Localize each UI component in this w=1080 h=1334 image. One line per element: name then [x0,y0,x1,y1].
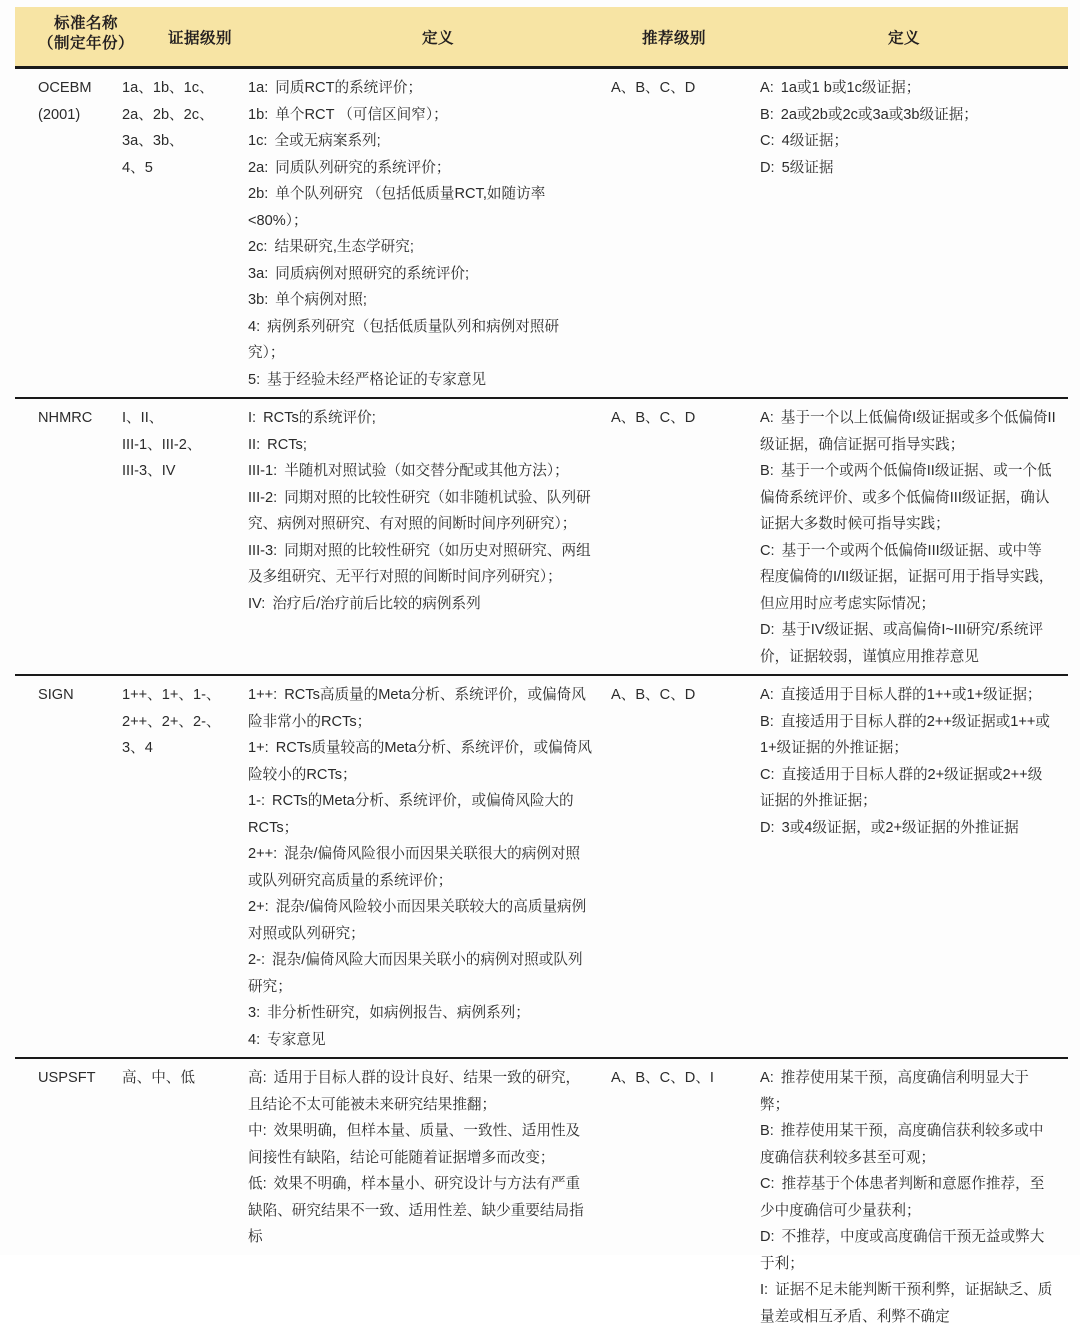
recommendation-definition-item [760,617,1056,670]
cell-recommendation-definition [760,405,1068,670]
evidence-definition-item [248,788,592,841]
recommendation-definition-label: A: [760,80,774,96]
cell-standard-name [15,405,122,670]
evidence-definition-text: 病例系列研究（包括低质量队列和病例对照研究）； [248,318,560,361]
evidence-level-line: 4、5 [122,159,153,176]
cell-recommendation-definition [760,1065,1068,1330]
evidence-definition-text: 同质队列研究的系统评价； [275,159,451,176]
evidence-definition-label: 1+: [248,740,269,756]
evidence-definition-label: 高: [248,1070,267,1086]
evidence-definition-text: 同质RCT的系统评价； [275,80,423,96]
evidence-definition-text: 适用于目标人群的设计良好、结果一致的研究，且结论不太可能被未来研究结果推翻； [248,1070,581,1113]
evidence-definition-item [248,261,592,288]
table-row [15,674,1068,1057]
table-row [15,1057,1068,1334]
evidence-definition-text: 半随机对照试验（如交替分配或其他方法）； [284,463,569,479]
evidence-definition-item [248,75,592,102]
cell-standard-name [15,682,122,1053]
recommendation-definition-text: 直接适用于目标人群的2++级证据或1++或1+级证据的外推证据； [760,713,1051,756]
recommendation-definition-text: 推荐使用某干预，高度确信获利较多或中度确信获利较多甚至可观； [760,1123,1044,1166]
evidence-definition-label: 2b: [248,186,269,202]
recommendation-definition-text: 推荐基于个体患者判断和意愿作推荐，至少中度确信可少量获利； [760,1176,1045,1219]
evidence-definition-item [248,405,592,432]
evidence-definition-label: 3a: [248,265,269,282]
evidence-definition-item [248,1118,592,1171]
evidence-definition-label: 2-: [248,952,266,968]
evidence-definition-item [248,432,592,459]
recommendation-definition-label: D: [760,159,775,176]
evidence-definition-item [248,735,592,788]
recommendation-definition-item [760,102,1056,129]
recommendation-definition-text: 不推荐，中度或高度确信干预无益或弊大于利； [760,1229,1045,1272]
recommendation-definition-text: 4级证据； [781,133,849,149]
cell-evidence-definition [248,75,608,393]
evidence-definition-item [248,894,592,947]
recommendation-definition-label: B: [760,1123,774,1139]
recommendation-definition-item [760,155,1056,182]
table-row [15,397,1068,674]
evidence-definition-label: II: [248,436,261,453]
evidence-definition-item [248,155,592,182]
recommendation-definition-text: 推荐使用某干预，高度确信利明显大于弊； [760,1070,1029,1113]
evidence-definition-text: 混杂/偏倚风险大而因果关联小的病例对照或队列研究； [248,952,583,995]
evidence-definition-item [248,102,592,129]
evidence-definition-text: 单个病例对照; [275,292,367,308]
evidence-definition-text: 效果不明确，样本量小、研究设计与方法有严重缺陷、研究结果不一致、适用性差、缺少重要结局指标 [248,1176,584,1245]
evidence-definition-item [248,682,592,735]
evidence-definition-label: 4: [248,318,261,335]
evidence-definition-item [248,367,592,394]
evidence-definition-label: 3b: [248,292,269,308]
recommendation-definition-text: 2a或2b或2c或3a或3b级证据； [780,106,978,123]
recommendation-definition-label: C: [760,766,775,783]
evidence-definition-text: 全或无病案系列; [274,133,381,149]
evidence-definition-text: 同期对照的比较性研究（如非随机试验、队列研究、病例对照研究、有对照的间断时间序列研究）； [248,489,591,532]
evidence-level-line: 3、4 [122,740,153,756]
recommendation-definition-label: B: [760,463,774,479]
evidence-definition-text: 效果明确，但样本量、质量、一致性、适用性及间接性有缺陷，结论可能随着证据增多而改变； [248,1123,581,1166]
evidence-definition-label: 2+: [248,899,269,915]
evidence-definition-item [248,128,592,155]
column-header-standard-name [25,14,147,55]
evidence-definition-text: 混杂/偏倚风险很小而因果关联很大的病例对照或队列研究高质量的系统评价； [248,846,581,889]
recommendation-definition-item [760,815,1056,842]
cell-evidence-definition [248,682,608,1053]
recommendation-definition-label: C: [760,133,775,149]
evidence-definition-item [248,287,592,314]
evidence-definition-text: RCTs高质量的Meta分析、系统评价，或偏倚风险非常小的RCTs； [248,687,586,730]
cell-recommendation-definition [760,75,1068,393]
recommendation-definition-item [760,128,1056,155]
recommendation-definition-label: C: [760,1176,775,1192]
evidence-definition-text: 单个队列研究 （包括低质量RCT,如随访率<80%）； [248,186,546,229]
evidence-definition-item [248,1171,592,1251]
recommendation-definition-item [760,538,1056,618]
recommendation-definition-label: C: [760,542,775,559]
recommendation-definition-item [760,458,1056,538]
evidence-definition-label: 低: [248,1176,267,1192]
recommendation-definition-item [760,1065,1056,1118]
recommendation-definition-item [760,709,1056,762]
recommendation-level-line: A、B、C、D [611,80,696,96]
cell-recommendation-level [608,682,760,1053]
evidence-definition-label: III-2: [248,489,278,506]
column-header-recommendation-definition: 定义 [887,30,920,47]
recommendation-level-line: A、B、C、D、I [611,1070,714,1086]
recommendation-definition-label: A: [760,687,774,703]
recommendation-definition-text: 直接适用于目标人群的1++或1+级证据； [780,687,1042,703]
column-header-standard-name-line2: （制定年份） [37,35,134,53]
cell-evidence-level [122,682,248,1053]
recommendation-definition-label: D: [760,1229,775,1245]
evidence-definition-text: RCTs的系统评价; [263,410,376,426]
evidence-definition-item [248,458,592,485]
evidence-definition-item [248,538,592,591]
evidence-definition-item [248,1027,592,1054]
evidence-level-line: 1++、1+、1-、 [122,687,221,703]
cell-recommendation-definition [760,682,1068,1053]
recommendation-definition-text: 5级证据 [781,159,834,176]
evidence-definition-text: RCTs; [267,436,307,453]
recommendation-definition-item [760,1277,1056,1330]
recommendation-definition-text: 直接适用于目标人群的2+级证据或2++级证据的外推证据； [760,766,1043,809]
recommendation-definition-text: 基于一个或两个低偏倚III级证据、或中等程度偏倚的I/II级证据，证据可用于指导实践，但应用时应考虑实际情况； [760,542,1054,612]
recommendation-definition-label: D: [760,819,775,836]
evidence-definition-label: 中: [248,1123,267,1139]
cell-evidence-definition [248,1065,608,1330]
standard-name-line1: NHMRC [38,410,93,426]
evidence-definition-item [248,591,592,618]
recommendation-definition-item [760,762,1056,815]
evidence-definition-label: 1++: [248,687,278,703]
evidence-definition-item [248,1065,592,1118]
evidence-level-line: 3a、3b、 [122,133,184,149]
evidence-definition-label: 1-: [248,793,266,809]
recommendation-definition-item [760,75,1056,102]
standard-name-line2: (2001) [38,106,81,123]
evidence-definition-label: III-1: [248,463,278,479]
evidence-definition-item [248,1000,592,1027]
evidence-definition-text: 同期对照的比较性研究（如历史对照研究、两组及多组研究、无平行对照的间断时间序列研究）； [248,542,591,585]
cell-evidence-definition [248,405,608,670]
recommendation-definition-text: 3或4级证据，或2+级证据的外推证据 [781,819,1019,836]
evidence-level-line: 2++、2+、2-、 [122,713,221,730]
evidence-definition-label: 1c: [248,133,268,149]
evidence-definition-label: 3: [248,1005,261,1021]
evidence-definition-label: 5: [248,371,261,388]
standard-name-line1: SIGN [38,687,74,703]
evidence-level-line: 1a、1b、1c、 [122,80,214,96]
evidence-definition-text: RCTs质量较高的Meta分析、系统评价，或偏倚风险较小的RCTs； [248,740,592,783]
recommendation-level-line: A、B、C、D [611,410,696,426]
evidence-definition-item [248,314,592,367]
evidence-definition-item [248,947,592,1000]
recommendation-definition-item [760,1118,1056,1171]
evidence-definition-text: 结果研究,生态学研究; [274,239,414,255]
recommendation-definition-text: 基于一个以上低偏倚I级证据或多个低偏倚II级证据，确信证据可指导实践； [760,410,1056,453]
evidence-definition-label: I: [248,410,257,426]
recommendation-definition-label: B: [760,713,774,730]
evidence-definition-item [248,181,592,234]
evidence-definition-item [248,485,592,538]
cell-standard-name [15,75,122,393]
evidence-definition-label: 1b: [248,106,269,123]
evidence-level-line: 高、中、低 [122,1070,195,1086]
recommendation-definition-label: I: [760,1282,769,1298]
evidence-definition-text: 治疗后/治疗前后比较的病例系列 [272,595,481,612]
evidence-definition-text: 混杂/偏倚风险较小而因果关联较大的高质量病例对照或队列研究； [248,899,587,942]
evidence-definition-text: 单个RCT （可信区间窄）； [275,106,448,123]
recommendation-definition-item [760,682,1056,709]
evidence-definition-label: III-3: [248,542,278,559]
cell-evidence-level [122,75,248,393]
cell-evidence-level [122,405,248,670]
recommendation-definition-text: 证据不足未能判断干预利弊，证据缺乏、质量差或相互矛盾、利弊不确定 [760,1282,1053,1325]
table-body [15,69,1068,1334]
recommendation-definition-text: 1a或1 b或1c级证据； [780,80,921,96]
evidence-level-line: III-3、IV [122,463,176,479]
recommendation-definition-item [760,1171,1056,1224]
evidence-definition-label: 2++: [248,846,278,862]
recommendation-definition-text: 基于IV级证据、或高偏倚I~III研究/系统评价，证据较弱，谨慎应用推荐意见 [760,622,1044,665]
evidence-definition-text: 基于经验未经严格论证的专家意见 [267,371,487,388]
evidence-level-line: I、II、 [122,410,164,426]
standard-name-line1: USPSFT [38,1070,96,1086]
evidence-level-line: 2a、2b、2c、 [122,106,214,123]
cell-standard-name [15,1065,122,1330]
recommendation-definition-item [760,405,1056,458]
column-header-standard-name-line1: 标准名称 [53,15,118,32]
evidence-definition-label: 2c: [248,239,268,255]
table-header-row [15,7,1068,69]
evidence-definition-item [248,234,592,261]
evidence-definition-text: 同质病例对照研究的系统评价; [275,265,470,282]
recommendation-definition-label: B: [760,106,774,123]
recommendation-level-line: A、B、C、D [611,687,696,703]
table-row [15,69,1068,397]
column-header-evidence-definition: 定义 [421,30,454,47]
evidence-definition-item [248,841,592,894]
evidence-definition-label: 1a: [248,80,269,96]
cell-recommendation-level [608,75,760,393]
column-header-recommendation-level: 推荐级别 [641,30,706,47]
recommendation-definition-label: A: [760,1070,774,1086]
column-header-evidence-level: 证据级别 [167,30,232,47]
evidence-definition-label: 2a: [248,159,269,176]
recommendation-definition-item [760,1224,1056,1277]
cell-evidence-level [122,1065,248,1330]
evidence-definition-text: 非分析性研究，如病例报告、病例系列； [267,1005,530,1021]
cell-recommendation-level [608,405,760,670]
recommendation-definition-label: D: [760,622,775,638]
recommendation-definition-label: A: [760,410,774,426]
evidence-level-line: III-1、III-2、 [122,436,202,453]
recommendation-definition-text: 基于一个或两个低偏倚II级证据、或一个低偏倚系统评价、或多个低偏倚III级证据，确认证据大多数时候可指导实践； [760,463,1052,532]
evidence-definition-text: 专家意见 [267,1031,326,1048]
cell-recommendation-level [608,1065,760,1330]
evidence-definition-label: 4: [248,1031,261,1048]
standard-name-line1: OCEBM [38,80,92,96]
evidence-definition-text: RCTs的Meta分析、系统评价，或偏倚风险大的RCTs； [248,793,574,836]
evidence-definition-label: IV: [248,595,266,612]
